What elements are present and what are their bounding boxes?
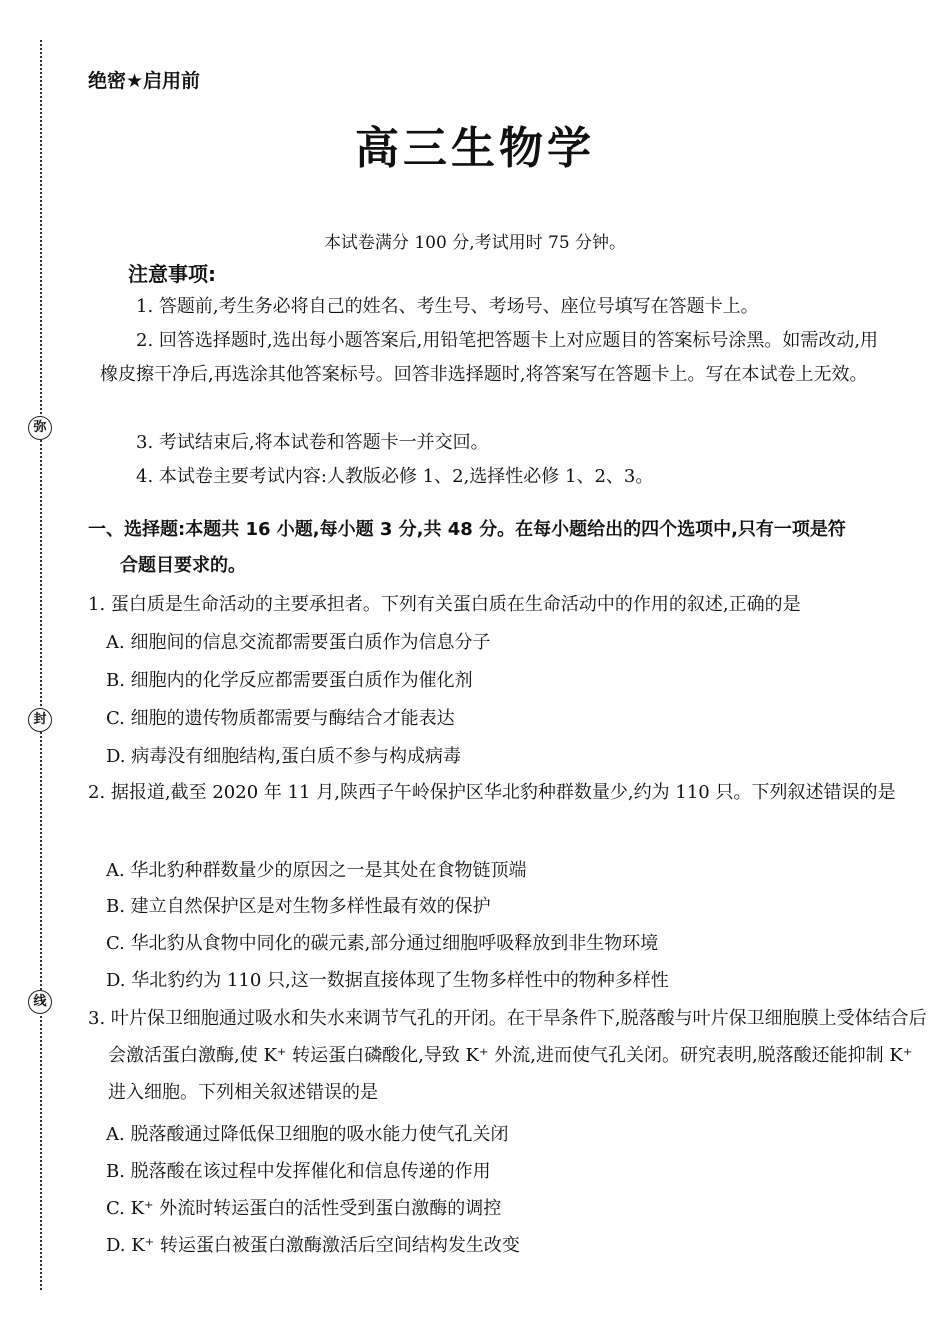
section-title-line: 合题目要求的。 <box>120 555 246 576</box>
question-option: A. 脱落酸通过降低保卫细胞的吸水能力使气孔关闭 <box>106 1124 509 1145</box>
question-option: A. 细胞间的信息交流都需要蛋白质作为信息分子 <box>106 632 491 653</box>
note-item: 3. 考试结束后,将本试卷和答题卡一并交回。 <box>136 432 489 453</box>
binding-mark-seal: 封 <box>28 708 52 732</box>
question-stem: 1. 蛋白质是生命活动的主要承担者。下列有关蛋白质在生命活动中的作用的叙述,正确的是 <box>88 594 801 615</box>
question-option: C. 细胞的遗传物质都需要与酶结合才能表达 <box>106 708 455 729</box>
notes-title: 注意事项: <box>128 262 216 286</box>
question-option: A. 华北豹种群数量少的原因之一是其处在食物链顶端 <box>106 860 527 881</box>
note-item: 1. 答题前,考生务必将自己的姓名、考生号、考场号、座位号填写在答题卡上。 <box>136 296 759 317</box>
note-item: 4. 本试卷主要考试内容:人教版必修 1、2,选择性必修 1、2、3。 <box>136 466 654 487</box>
question-option: D. 病毒没有细胞结构,蛋白质不参与构成病毒 <box>106 746 461 767</box>
binding-mark-line: 线 <box>28 990 52 1014</box>
question-option: B. 建立自然保护区是对生物多样性最有效的保护 <box>106 896 491 917</box>
question-option: D. K⁺ 转运蛋白被蛋白激酶激活后空间结构发生改变 <box>106 1235 520 1256</box>
confidential-label: 绝密★启用前 <box>88 70 201 92</box>
question-option: C. 华北豹从食物中同化的碳元素,部分通过细胞呼吸释放到非生物环境 <box>106 933 659 954</box>
question-stem: 2. 据报道,截至 2020 年 11 月,陕西子午岭保护区华北豹种群数量少,约为 110 只。下列叙述错误的是 <box>88 782 896 803</box>
page-title: 高三生物学 <box>355 123 595 174</box>
question-option: D. 华北豹约为 110 只,这一数据直接体现了生物多样性中的物种多样性 <box>106 970 669 991</box>
binding-mark-seal: 弥 <box>28 416 52 440</box>
question-option: C. K⁺ 外流时转运蛋白的活性受到蛋白激酶的调控 <box>106 1198 502 1219</box>
question-option: B. 脱落酸在该过程中发挥催化和信息传递的作用 <box>106 1161 491 1182</box>
question-stem: 3. 叶片保卫细胞通过吸水和失水来调节气孔的开闭。在干旱条件下,脱落酸与叶片保卫细胞膜上受体结合后会激活蛋白激酶,使 K⁺ 转运蛋白磷酸化,导致 K⁺ 外流,进而使气孔关闭。研究表明,脱落酸还能抑制 K⁺ 进入细胞。下列相关叙述错误的是 <box>88 1008 927 1103</box>
exam-info: 本试卷满分 100 分,考试用时 75 分钟。 <box>323 233 627 253</box>
section-heading <box>88 512 908 584</box>
question-option: B. 细胞内的化学反应都需要蛋白质作为催化剂 <box>106 670 473 691</box>
note-item: 2. 回答选择题时,选出每小题答案后,用铅笔把答题卡上对应题目的答案标号涂黑。如需改动,用橡皮擦干净后,再选涂其他答案标号。回答非选择题时,将答案写在答题卡上。写在本试卷上无效。 <box>100 330 879 385</box>
section-title-line: 一、选择题:本题共 16 小题,每小题 3 分,共 48 分。在每小题给出的四个选项中,只有一项是符 <box>88 519 846 540</box>
